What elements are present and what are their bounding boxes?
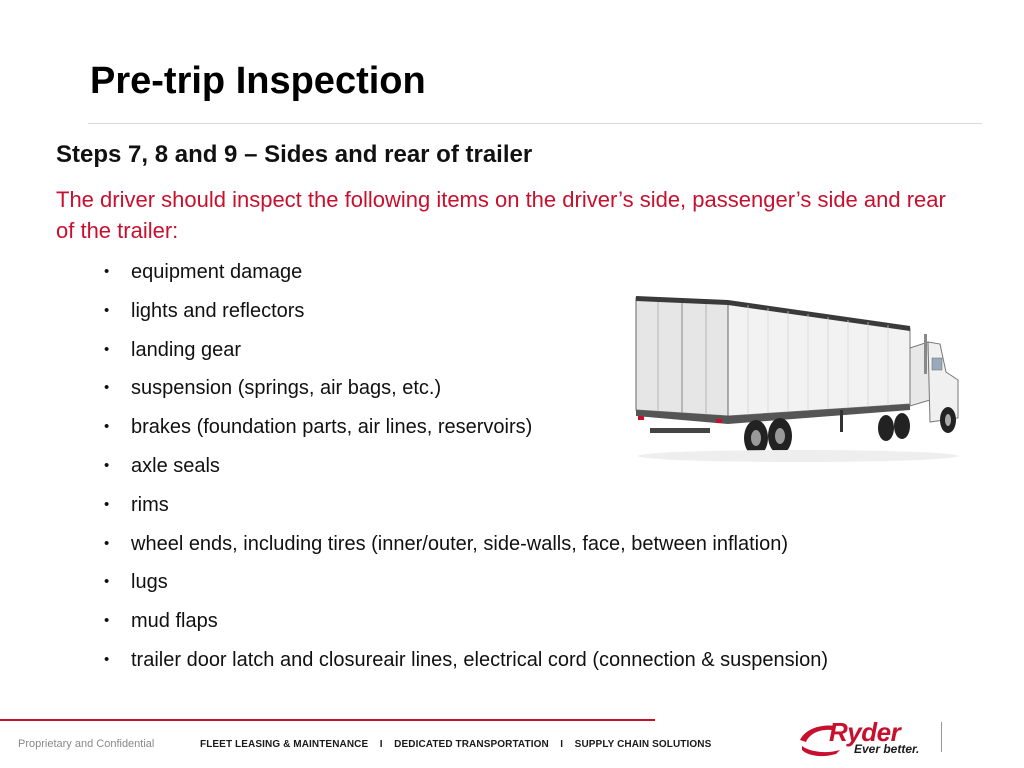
logo-tagline: Ever better. (854, 742, 920, 756)
logo-divider (941, 722, 942, 752)
footer-divider (0, 719, 655, 721)
list-item: • suspension (springs, air bags, etc.) (104, 372, 828, 411)
list-item: • equipment damage (104, 256, 828, 295)
list-item: • lugs (104, 566, 828, 605)
footer-services: FLEET LEASING & MAINTENANCE I DEDICATED TRANSPORTATION I SUPPLY CHAIN SOLUTIONS (200, 739, 712, 750)
list-item: • trailer door latch and closureair lines, electrical cord (connection & suspension) (104, 644, 828, 683)
list-item: • lights and reflectors (104, 295, 828, 334)
title-divider (88, 123, 982, 124)
intro-text: The driver should inspect the following items on the driver’s side, passenger’s side and rear of the trailer: (56, 187, 946, 243)
list-item: • brakes (foundation parts, air lines, reservoirs) (104, 411, 828, 450)
footer-confidential: Proprietary and Confidential (18, 738, 155, 750)
slide-title: Pre-trip Inspection (90, 60, 426, 102)
list-item: • mud flaps (104, 605, 828, 644)
list-item: • axle seals (104, 450, 828, 489)
truck-trailer-image (628, 288, 968, 468)
list-item: • landing gear (104, 334, 828, 373)
list-item: • wheel ends, including tires (inner/outer, side-walls, face, between inflation) (104, 528, 828, 567)
list-item: • rims (104, 489, 828, 528)
slide-subtitle: Steps 7, 8 and 9 – Sides and rear of trailer (56, 141, 533, 168)
logo-name: Ryder (829, 717, 901, 747)
